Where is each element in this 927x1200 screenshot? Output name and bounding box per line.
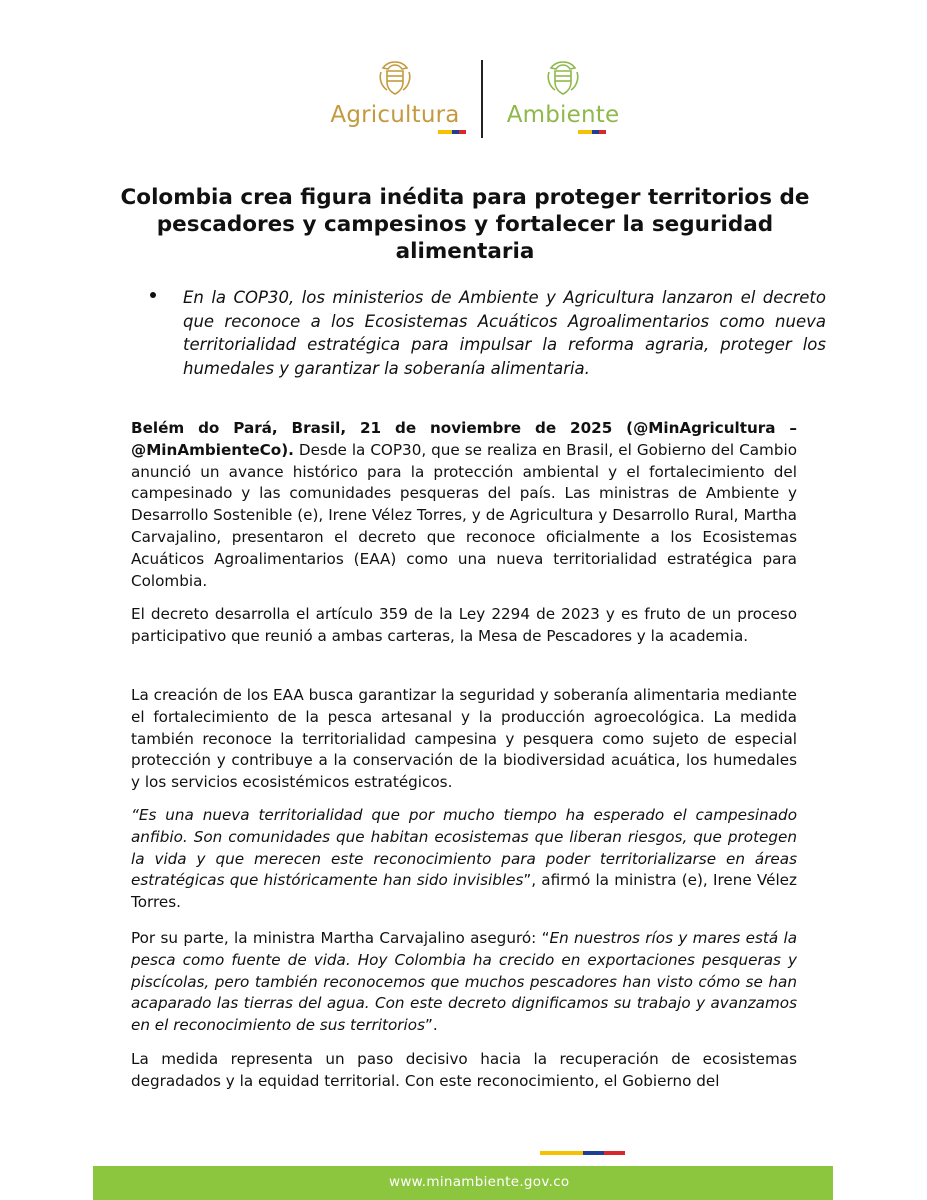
coat-of-arms-icon bbox=[375, 58, 415, 98]
paragraph-5 bbox=[131, 928, 797, 1037]
paragraph-4 bbox=[131, 805, 797, 914]
quote-close: ”. bbox=[424, 1016, 438, 1035]
agricultura-wordmark: Agricultura bbox=[330, 102, 460, 128]
header-logos bbox=[0, 50, 927, 150]
press-release-title: Colombia crea figura inédita para proteger territorios de pescadores y campesinos y fortalecer la seguridad alimentaria bbox=[120, 185, 810, 264]
paragraph-2: El decreto desarrolla el artículo 359 de la Ley 2294 de 2023 y es fruto de un proceso participativo que reunió a ambas carteras, la Mesa de Pescadores y la academia. bbox=[131, 605, 797, 645]
ambiente-logo bbox=[478, 50, 648, 134]
footer-bar bbox=[93, 1166, 833, 1200]
flag-stripe bbox=[578, 130, 606, 134]
agricultura-logo bbox=[310, 50, 480, 134]
ambiente-wordmark: Ambiente bbox=[506, 102, 620, 128]
quote-velez: “Es una nueva territorialidad que por mucho tiempo ha esperado el campesinado anfibio. Son comunidades que habitan ecosistemas que liberan riesgos, que protegen la vida y que merecen este reconocimiento para poder territorializarse en áreas estratégicas que históricamente han sido invisibles bbox=[131, 806, 797, 890]
flag-stripe bbox=[438, 130, 466, 134]
quote-intro: Por su parte, la ministra Martha Carvajalino aseguró: “ bbox=[131, 929, 550, 947]
coat-of-arms-icon bbox=[543, 58, 583, 98]
bullet-icon bbox=[150, 292, 156, 298]
footer-flag-stripe bbox=[540, 1151, 625, 1155]
paragraph-1 bbox=[131, 418, 797, 592]
website-url[interactable]: www.minambiente.gov.co bbox=[389, 1174, 570, 1190]
dateline: Belém do Pará, Brasil, 21 de noviembre de 2025 (@MinAgricultura – @MinAmbienteCo). bbox=[131, 419, 797, 459]
paragraph-1-text: Desde la COP30, que se realiza en Brasil, el Gobierno del Cambio anunció un avance histórico para la protección ambiental y el fortalecimiento del campesinado y las comunidades pesqueras del país. Las ministras de Ambiente y Desarrollo Sostenible (e), Irene Vélez Torres, y de Agricultura y Desarrollo Rural, Martha Carvajalino, presentaron el decreto que reconoce oficialmente a los Ecosistemas Acuáticos Agroalimentarios (EAA) como una nueva territorialidad estratégica para Colombia. bbox=[131, 440, 797, 590]
summary-text: En la COP30, los ministerios de Ambiente y Agricultura lanzaron el decreto que reconoce a los Ecosistemas Acuáticos Agroalimentarios como nueva territorialidad estratégica para impulsar la reforma agraria, proteger los humedales y garantizar la soberanía alimentaria. bbox=[183, 288, 826, 378]
paragraph-6: La medida representa un paso decisivo hacia la recuperación de ecosistemas degradados y la equidad territorial. Con este reconocimiento, el Gobierno del bbox=[131, 1050, 797, 1090]
paragraph-3: La creación de los EAA busca garantizar la seguridad y soberanía alimentaria mediante el fortalecimiento de la pesca artesanal y la producción agroecológica. La medida también reconoce la territorialidad campesina y pesquera como sujeto de especial protección y contribuye a la conservación de la biodiversidad acuática, los humedales y los servicios ecosistémicos estratégicos. bbox=[131, 686, 797, 792]
quote-attribution: ”, afirmó la ministra (e), Irene Vélez Torres. bbox=[131, 871, 798, 912]
quote-carvajalino: En nuestros ríos y mares está la pesca como fuente de vida. Hoy Colombia ha crecido en exportaciones pesqueras y piscícolas, pero también reconocemos que muchos pescadores han visto cómo se han acaparado las tierras del agua. Con este decreto dignificamos su trabajo y avanzamos en el reconocimiento de sus territorios bbox=[131, 929, 797, 1035]
